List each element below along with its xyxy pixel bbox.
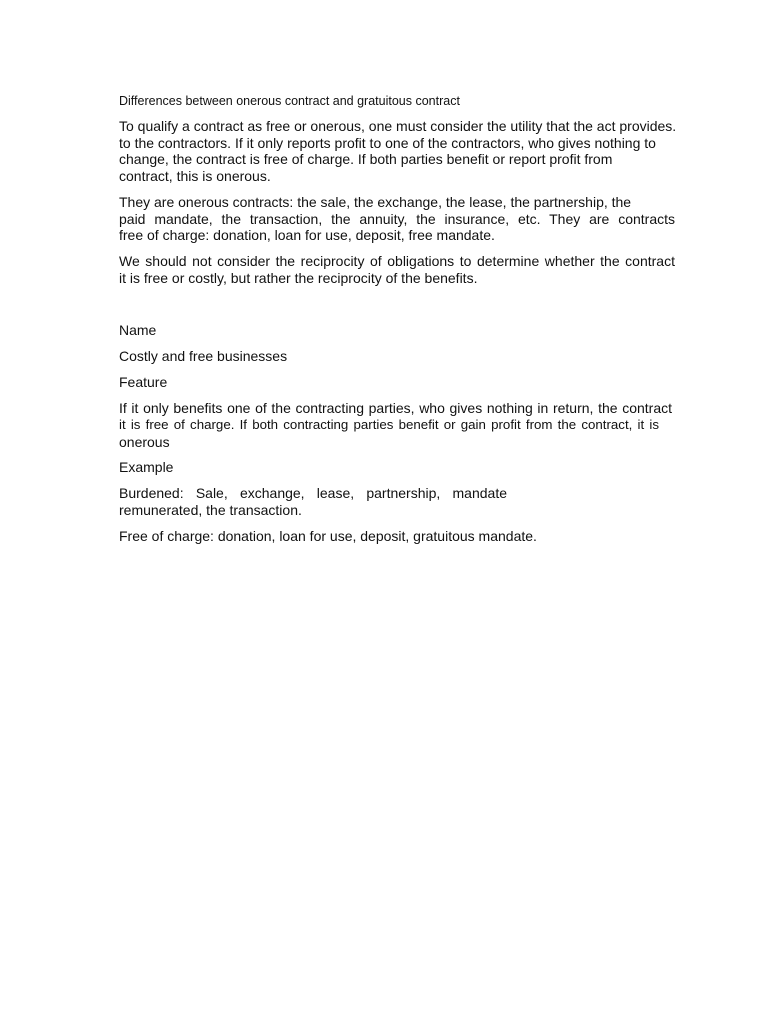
text-line: paid mandate, the transaction, the annuity, the insurance, etc. They are contracts bbox=[119, 210, 675, 227]
example-free: Free of charge: donation, loan for use, deposit, gratuitous mandate. bbox=[119, 527, 537, 544]
spacer bbox=[119, 295, 693, 322]
document-page bbox=[119, 93, 693, 554]
text-line: free of charge: donation, loan for use, deposit, free mandate. bbox=[119, 227, 495, 244]
text-line: to the contractors. If it only reports profit to one of the contractors, who gives nothing to bbox=[119, 134, 656, 151]
feature-text bbox=[119, 400, 693, 450]
document-title: Differences between onerous contract and gratuitous contract bbox=[119, 94, 460, 108]
text-line: To qualify a contract as free or onerous, one must consider the utility that the act provides. bbox=[119, 118, 677, 134]
text-line: change, the contract is free of charge. If both parties benefit or report profit from bbox=[119, 151, 613, 168]
name-label: Name bbox=[119, 322, 157, 339]
text-line: If it only benefits one of the contracting parties, who gives nothing in return, the contract bbox=[119, 400, 672, 417]
paragraph-reciprocity bbox=[119, 253, 693, 286]
paragraph-onerous-list bbox=[119, 194, 693, 244]
text-line: Burdened: Sale, exchange, lease, partnership, mandate bbox=[119, 485, 507, 502]
text-line: We should not consider the reciprocity of obligations to determine whether the contract bbox=[119, 252, 675, 269]
text-line: it is free of charge. If both contracting parties benefit or gain profit from the contract, it is bbox=[119, 417, 659, 433]
paragraph-qualify bbox=[119, 118, 693, 185]
text-line: remunerated, the transaction. bbox=[119, 502, 302, 519]
example-label: Example bbox=[119, 459, 174, 476]
text-line: it is free or costly, but rather the reciprocity of the benefits. bbox=[119, 269, 478, 286]
name-value: Costly and free businesses bbox=[119, 348, 288, 365]
example-burdened bbox=[119, 485, 693, 518]
feature-label: Feature bbox=[119, 374, 168, 391]
text-line: onerous bbox=[119, 433, 170, 450]
text-line: contract, this is onerous. bbox=[119, 168, 271, 185]
text-line: They are onerous contracts: the sale, the exchange, the lease, the partnership, the bbox=[119, 193, 632, 210]
